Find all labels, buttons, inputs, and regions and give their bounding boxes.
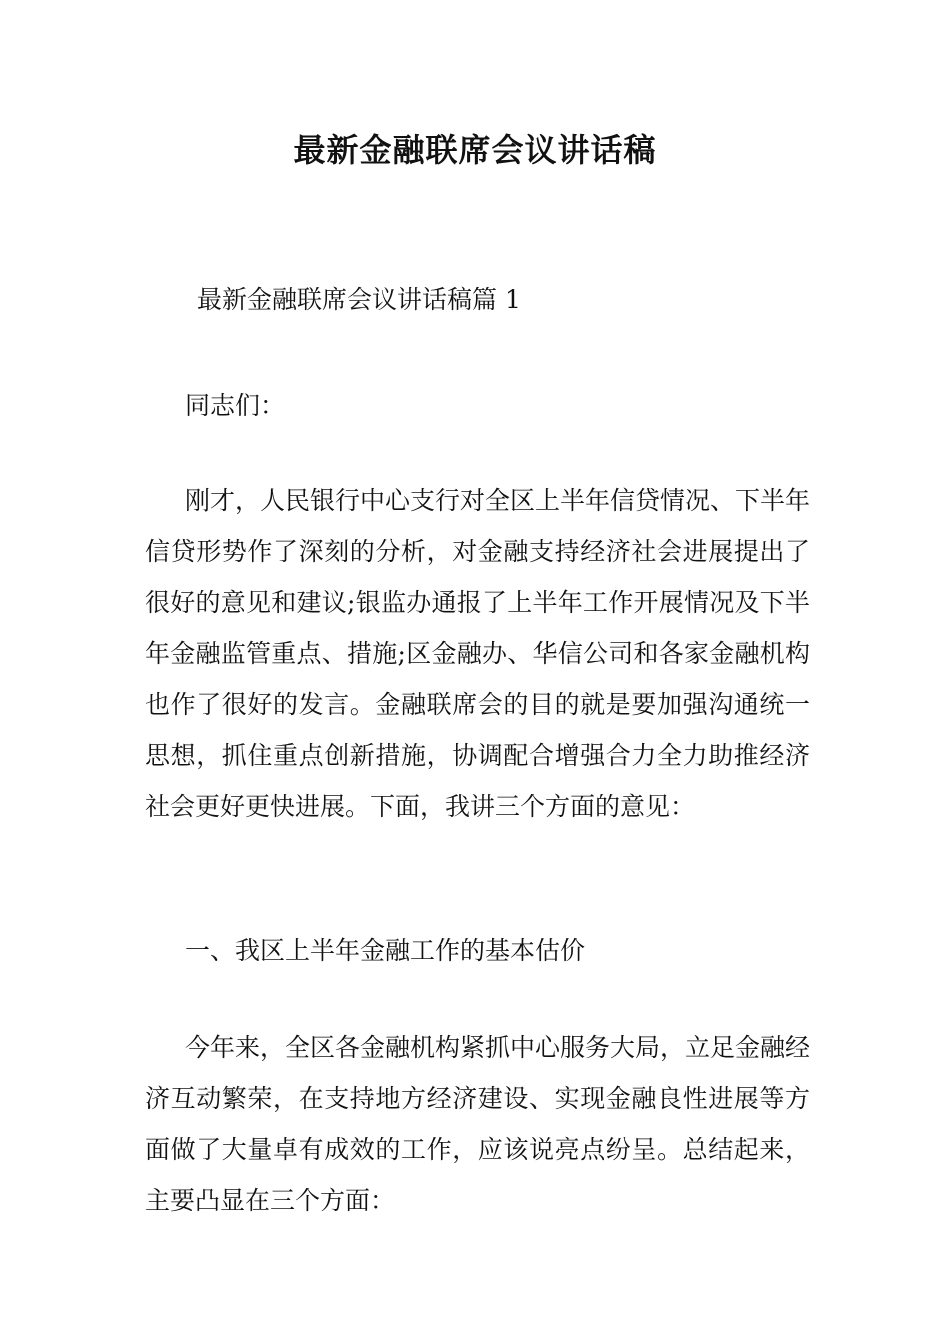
body-paragraph-2: 今年来，全区各金融机构紧抓中心服务大局，立足金融经济互动繁荣，在支持地方经济建设、实现金融良性进展等方面做了大量卓有成效的工作，应该说亮点纷呈。总结起来，主要凸显在三个方面： bbox=[145, 1033, 811, 1215]
document-title: 最新金融联席会议讲话稿 bbox=[293, 131, 657, 169]
salutation-text: 同志们： bbox=[185, 391, 286, 420]
body-paragraph-1: 刚才，人民银行中心支行对全区上半年信贷情况、下半年信贷形势作了深刻的分析，对金融支持经济社会进展提出了很好的意见和建议;银监办通报了上半年工作开展情况及下半年金融监管重点、措施;区金融办、华信公司和各家金融机构也作了很好的发言。金融联席会的目的就是要加强沟通统一思想，抓住重点创新措施，协调配合增强合力全力助推经济社会更好更快进展。下面，我讲三个方面的意见： bbox=[145, 486, 811, 821]
section-heading-1: 一、我区上半年金融工作的基本估价 bbox=[185, 936, 586, 965]
document-subtitle: 最新金融联席会议讲话稿篇 1 bbox=[197, 285, 521, 314]
